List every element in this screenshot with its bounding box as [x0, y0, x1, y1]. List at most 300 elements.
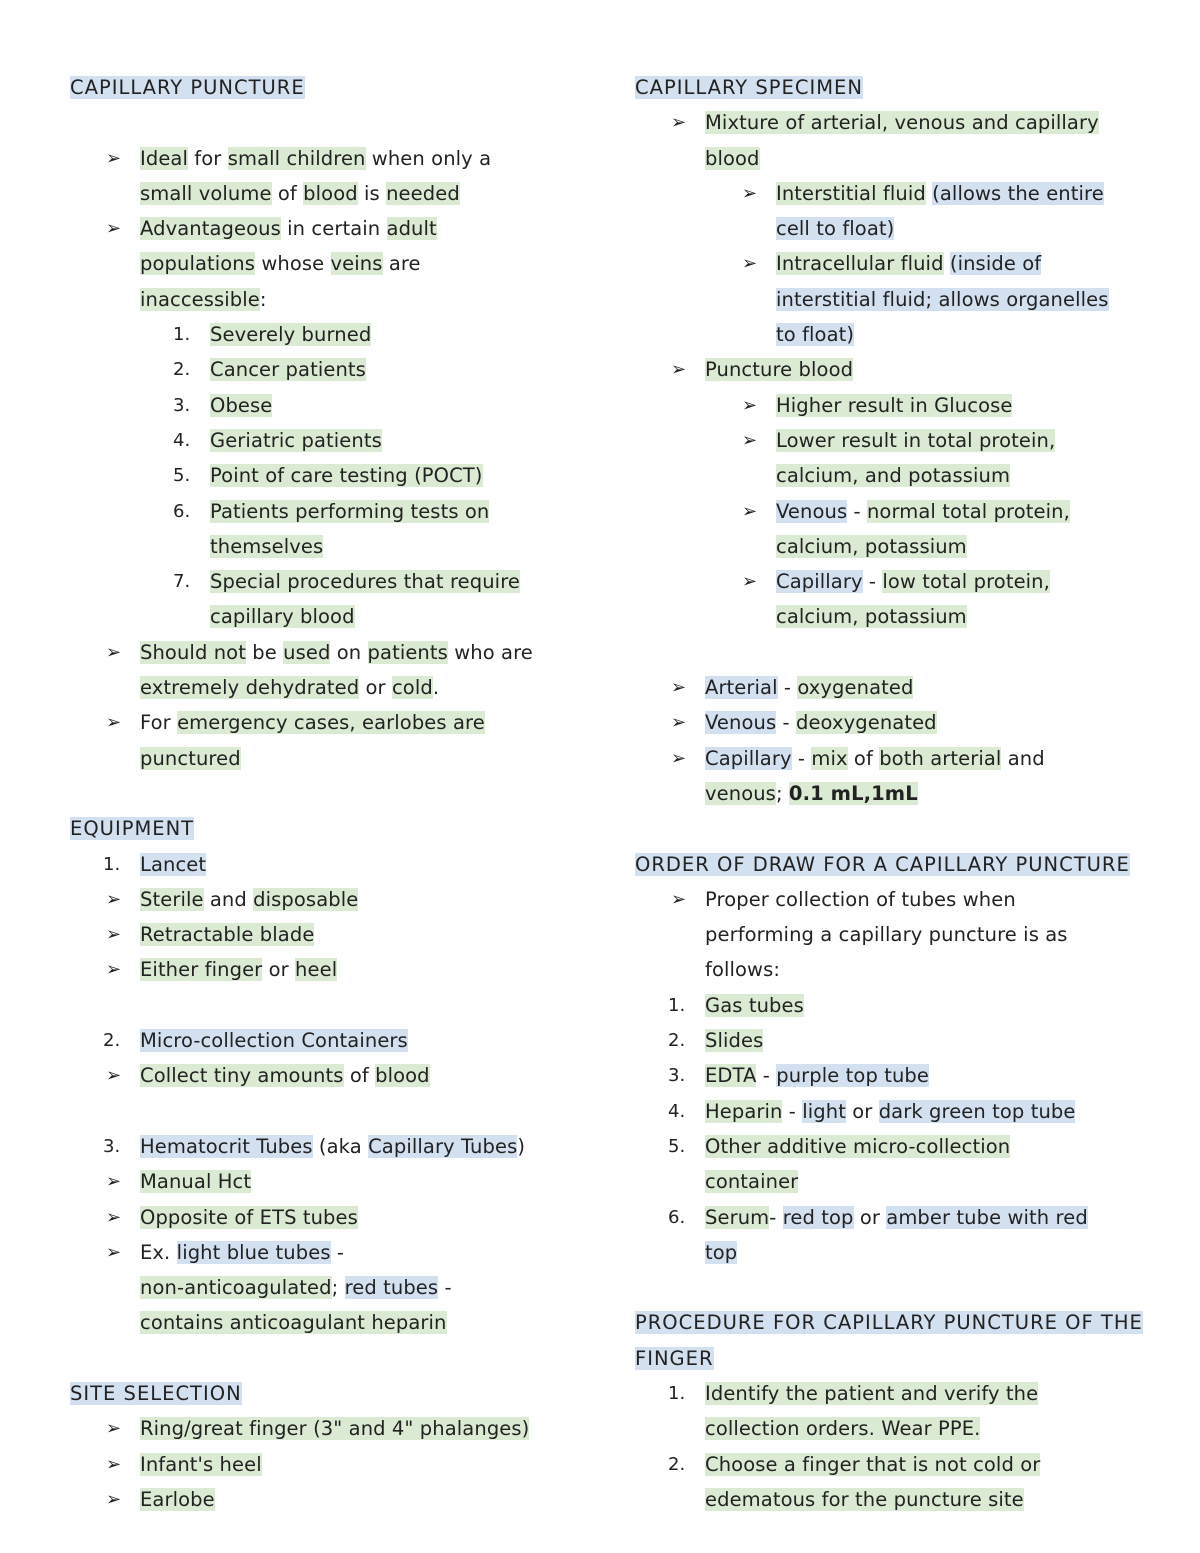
text-run: for [188, 146, 228, 170]
highlighted-text: non-anticoagulated [140, 1276, 332, 1300]
list-number: 2. [668, 1453, 686, 1475]
highlighted-text: Earlobe [140, 1487, 215, 1511]
section-heading [70, 1376, 570, 1411]
line-text [210, 605, 355, 628]
highlighted-text: Lancet [140, 852, 207, 876]
line-text [705, 1029, 763, 1052]
highlighted-text: Special procedures that require [210, 570, 520, 594]
text-run: when only a [365, 146, 492, 170]
highlighted-text: Other additive micro-collection [705, 1134, 1011, 1158]
line-text [705, 1488, 1024, 1511]
arrow-bullet-icon: ➢ [106, 1488, 122, 1510]
line-text [140, 747, 241, 770]
highlighted-text: red top [782, 1205, 854, 1229]
text-run: ; [775, 781, 789, 805]
text-run: - [769, 1205, 783, 1229]
line-text [140, 958, 337, 981]
list-number: 3. [668, 1065, 686, 1087]
highlighted-text: CAPILLARY PUNCTURE [70, 76, 305, 99]
highlighted-text: adult [386, 217, 437, 241]
text-line [635, 599, 1135, 634]
arrow-bullet-icon: ➢ [742, 182, 758, 204]
text-run: is [357, 181, 387, 205]
line-text [705, 1206, 1088, 1229]
list-number: 3. [103, 1135, 121, 1157]
line-text [140, 676, 439, 699]
line-text [705, 994, 804, 1017]
text-run [944, 252, 950, 275]
section-heading [635, 847, 1135, 882]
text-line [635, 1235, 1135, 1270]
line-text [140, 1064, 430, 1087]
arrow-bullet-icon: ➢ [106, 959, 122, 981]
highlighted-text: Mixture of arterial, venous and capillary [705, 111, 1099, 135]
line-text [705, 1170, 798, 1193]
list-number: 6. [668, 1206, 686, 1228]
text-line [70, 1058, 570, 1093]
line-text [776, 464, 1010, 487]
highlighted-text: Puncture blood [705, 358, 854, 382]
line-text [140, 252, 421, 275]
text-run: whose [255, 252, 331, 276]
line-text [705, 1241, 737, 1264]
text-run: Proper collection of tubes when [705, 887, 1016, 911]
text-line [70, 388, 570, 423]
line-text [705, 888, 1016, 911]
text-line [70, 317, 570, 352]
highlighted-text: calcium, potassium [776, 605, 967, 629]
text-line [635, 282, 1135, 317]
highlighted-text: cold [391, 676, 433, 700]
highlighted-text: Patients performing tests on [210, 499, 490, 523]
line-text [140, 288, 267, 311]
text-line [70, 917, 570, 952]
line-text [776, 605, 967, 628]
arrow-bullet-icon: ➢ [106, 924, 122, 946]
list-number: 7. [173, 571, 191, 593]
text-line [635, 352, 1135, 387]
highlighted-text: container [705, 1170, 799, 1194]
highlighted-text: Arterial [705, 676, 778, 700]
section-heading [635, 70, 1135, 105]
text-line [70, 423, 570, 458]
text-line [635, 1200, 1135, 1235]
highlighted-text: interstitial fluid; allows organelles [776, 287, 1109, 311]
line-text [140, 1029, 408, 1052]
text-line [70, 741, 570, 776]
arrow-bullet-icon: ➢ [671, 359, 687, 381]
line-text [140, 1311, 447, 1334]
list-number: 2. [103, 1030, 121, 1052]
text-run: - [438, 1276, 452, 1300]
section-heading [70, 70, 570, 105]
text-line [635, 1447, 1135, 1482]
line-text [140, 853, 206, 876]
highlighted-text: Advantageous [140, 217, 281, 241]
text-line [70, 1129, 570, 1164]
text-run: ) [517, 1134, 526, 1158]
highlighted-text: SITE SELECTION [70, 1381, 242, 1405]
text-line [635, 105, 1135, 140]
list-number: 4. [173, 429, 191, 451]
highlighted-text: extremely dehydrated [140, 676, 360, 700]
line-text [210, 394, 272, 417]
highlighted-text: Capillary [705, 746, 792, 770]
text-run: of [847, 746, 880, 770]
highlighted-text: Infant's heel [140, 1452, 262, 1476]
text-line [635, 776, 1135, 811]
line-text [705, 711, 937, 734]
highlighted-text: contains anticoagulant heparin [140, 1311, 447, 1335]
line-text [705, 747, 1045, 770]
arrow-bullet-icon: ➢ [106, 1418, 122, 1440]
arrow-bullet-icon: ➢ [106, 712, 122, 734]
text-run: - [782, 1099, 803, 1123]
line-text [776, 394, 1012, 417]
highlighted-text: calcium, potassium [776, 534, 967, 558]
text-run: follows: [705, 958, 781, 982]
text-run: of [343, 1064, 376, 1088]
text-line [635, 1376, 1135, 1411]
section-heading [70, 811, 570, 846]
line-text [776, 570, 1050, 593]
line-text [140, 1206, 358, 1229]
blank-line [635, 635, 1135, 670]
highlighted-text: Venous [776, 499, 848, 523]
line-text [705, 1382, 1038, 1405]
text-line [70, 952, 570, 987]
text-run: - [777, 676, 798, 700]
highlighted-text: Venous [705, 711, 777, 735]
arrow-bullet-icon: ➢ [671, 888, 687, 910]
text-line [70, 246, 570, 281]
line-text [705, 1064, 929, 1087]
text-run: - [847, 499, 867, 523]
text-run: in certain [280, 217, 387, 241]
line-text [776, 182, 1104, 205]
highlighted-text: populations [140, 252, 256, 276]
line-text [210, 429, 382, 452]
highlighted-text: heel [295, 958, 338, 982]
arrow-bullet-icon: ➢ [106, 641, 122, 663]
arrow-bullet-icon: ➢ [106, 1241, 122, 1263]
highlighted-text: EDTA [705, 1064, 757, 1088]
text-run: are [382, 252, 421, 276]
line-text [210, 323, 371, 346]
highlighted-text: Opposite of ETS tubes [140, 1205, 358, 1229]
text-line [635, 1023, 1135, 1058]
right-column [635, 70, 1143, 1517]
highlighted-text: Ring/great finger (3" and 4" phalanges) [140, 1417, 530, 1441]
blank-line [70, 1341, 570, 1376]
arrow-bullet-icon: ➢ [106, 1206, 122, 1228]
text-line [635, 141, 1135, 176]
highlighted-text: punctured [140, 746, 241, 770]
line-text [776, 217, 894, 240]
text-line [70, 141, 570, 176]
highlighted-text: small children [227, 146, 366, 170]
highlighted-text: Lower result in total protein, [776, 428, 1056, 452]
text-line [635, 423, 1135, 458]
highlighted-text: edematous for the puncture site [705, 1487, 1024, 1511]
text-run: - [776, 711, 796, 735]
line-text [705, 111, 1099, 134]
highlighted-text: (inside of [949, 252, 1042, 276]
text-line [70, 458, 570, 493]
text-line [635, 952, 1135, 987]
text-line [635, 882, 1135, 917]
text-run: or [262, 958, 296, 982]
highlighted-text: amber tube with red [886, 1205, 1088, 1229]
text-line [70, 176, 570, 211]
highlighted-text: Identify the patient and verify the [705, 1381, 1039, 1405]
arrow-bullet-icon: ➢ [106, 218, 122, 240]
highlighted-text: PROCEDURE FOR CAPILLARY PUNCTURE OF THE [635, 1311, 1143, 1335]
line-text [776, 500, 1070, 523]
line-text [140, 711, 485, 734]
line-text [776, 252, 1041, 275]
list-number: 2. [173, 359, 191, 381]
text-line [70, 705, 570, 740]
highlighted-text: needed [386, 181, 460, 205]
line-text [705, 676, 913, 699]
text-run: and [203, 887, 254, 911]
text-line [635, 529, 1135, 564]
line-text [140, 1170, 251, 1193]
highlighted-text: Serum [705, 1205, 770, 1229]
arrow-bullet-icon: ➢ [742, 253, 758, 275]
text-line [70, 1235, 570, 1270]
line-text [140, 1276, 452, 1299]
line-text [140, 1241, 344, 1264]
highlighted-text: blood [705, 146, 760, 170]
arrow-bullet-icon: ➢ [106, 1065, 122, 1087]
highlighted-text: Manual Hct [140, 1170, 252, 1194]
highlighted-text: Should not [140, 640, 246, 664]
text-line [635, 176, 1135, 211]
highlighted-text: collection orders. Wear PPE. [705, 1417, 981, 1441]
line-text [705, 358, 853, 381]
line-text [140, 1453, 262, 1476]
line-text [705, 1100, 1075, 1123]
arrow-bullet-icon: ➢ [106, 1453, 122, 1475]
highlighted-text: Micro-collection Containers [140, 1029, 408, 1053]
list-number: 5. [668, 1135, 686, 1157]
line-text [705, 782, 918, 805]
text-run: - [862, 570, 883, 594]
line-text [705, 1417, 980, 1440]
highlighted-text: light blue tubes [176, 1240, 331, 1264]
line-text [705, 1453, 1040, 1476]
text-line [635, 1164, 1135, 1199]
text-line [635, 564, 1135, 599]
highlighted-text: cell to float) [776, 217, 895, 241]
line-text [70, 76, 305, 99]
text-line [635, 1058, 1135, 1093]
text-line [70, 1482, 570, 1517]
text-line [70, 529, 570, 564]
text-line [635, 741, 1135, 776]
text-line [70, 670, 570, 705]
text-line [635, 670, 1135, 705]
highlighted-text: Severely burned [210, 323, 372, 347]
highlighted-text: calcium, and potassium [776, 464, 1011, 488]
line-text [70, 817, 194, 840]
text-line [635, 458, 1135, 493]
highlighted-text: to float) [776, 323, 855, 347]
highlighted-text: purple top tube [776, 1064, 929, 1088]
line-text [635, 1311, 1143, 1334]
arrow-bullet-icon: ➢ [742, 429, 758, 451]
highlighted-text: EQUIPMENT [70, 817, 195, 841]
highlighted-text: ORDER OF DRAW FOR A CAPILLARY PUNCTURE [635, 852, 1130, 876]
highlighted-text: Obese [210, 393, 273, 417]
line-text [140, 923, 314, 946]
highlighted-text: themselves [210, 534, 324, 558]
highlighted-text: emergency cases, earlobes are [177, 711, 485, 735]
blank-line [70, 1094, 570, 1129]
arrow-bullet-icon: ➢ [671, 112, 687, 134]
text-run: and [1001, 746, 1045, 770]
arrow-bullet-icon: ➢ [671, 712, 687, 734]
text-line [70, 882, 570, 917]
highlighted-text: Intracellular fluid [776, 252, 944, 276]
highlighted-text: Either finger [140, 958, 263, 982]
text-line [70, 1305, 570, 1340]
highlighted-text: Slides [705, 1029, 764, 1053]
list-number: 4. [668, 1100, 686, 1122]
highlighted-text: low total protein, [882, 570, 1050, 594]
highlighted-text: blood [303, 181, 358, 205]
text-line [70, 1200, 570, 1235]
line-text [210, 535, 323, 558]
section-heading [635, 1341, 1135, 1376]
line-text [705, 923, 1068, 946]
highlighted-text: Heparin [705, 1099, 783, 1123]
highlighted-text: Hematocrit Tubes [140, 1134, 313, 1158]
highlighted-text: veins [330, 252, 383, 276]
highlighted-text: Point of care testing (POCT) [210, 464, 483, 488]
text-line [635, 988, 1135, 1023]
line-text [210, 500, 489, 523]
line-text [776, 535, 967, 558]
list-number: 3. [173, 394, 191, 416]
line-text [140, 182, 460, 205]
highlighted-text: Gas tubes [705, 993, 804, 1017]
highlighted-text: Ideal [140, 146, 188, 170]
line-text [776, 429, 1055, 452]
list-number: 6. [173, 500, 191, 522]
text-run: ; [331, 1276, 345, 1300]
highlighted-text: dark green top tube [878, 1099, 1076, 1123]
highlighted-text: venous [705, 781, 776, 805]
text-line [70, 564, 570, 599]
highlighted-text: patients [367, 640, 448, 664]
text-run: or [845, 1099, 879, 1123]
text-line [635, 246, 1135, 281]
line-text [635, 853, 1130, 876]
blank-line [70, 988, 570, 1023]
text-line [70, 211, 570, 246]
highlighted-text: red tubes [344, 1276, 439, 1300]
highlighted-text: deoxygenated [795, 711, 937, 735]
line-text [140, 888, 358, 911]
highlighted-text: 0.1 mL,1mL [788, 781, 918, 805]
blank-line [70, 105, 570, 140]
list-number: 1. [173, 324, 191, 346]
text-line [70, 352, 570, 387]
list-number: 1. [103, 853, 121, 875]
highlighted-text: used [283, 640, 331, 664]
highlighted-text: Choose a finger that is not cold or [705, 1452, 1041, 1476]
text-run: Ex. [140, 1240, 177, 1264]
text-line [70, 1164, 570, 1199]
text-run: of [271, 181, 304, 205]
list-number: 1. [668, 1382, 686, 1404]
line-text [635, 76, 863, 99]
text-line [635, 1094, 1135, 1129]
text-line [70, 494, 570, 529]
highlighted-text: Sterile [140, 887, 204, 911]
list-number: 5. [173, 465, 191, 487]
line-text [140, 641, 533, 664]
text-run: : [259, 287, 267, 311]
text-run: or [359, 676, 392, 700]
text-line [635, 917, 1135, 952]
text-run: who are [447, 640, 533, 664]
text-run: or [853, 1205, 887, 1229]
highlighted-text: Geriatric patients [210, 428, 382, 452]
arrow-bullet-icon: ➢ [671, 677, 687, 699]
highlighted-text: Capillary [776, 570, 863, 594]
line-text [705, 147, 760, 170]
section-heading [635, 1305, 1143, 1340]
text-line [635, 1482, 1135, 1517]
list-number: 2. [668, 1030, 686, 1052]
highlighted-text: oxygenated [797, 676, 914, 700]
highlighted-text: Capillary Tubes [368, 1134, 518, 1158]
text-line [70, 1270, 570, 1305]
highlighted-text: inaccessible [140, 287, 260, 311]
text-run: . [432, 676, 440, 700]
text-run: performing a capillary puncture is as [705, 923, 1068, 947]
text-line [70, 282, 570, 317]
text-run: For [140, 711, 178, 735]
arrow-bullet-icon: ➢ [742, 500, 758, 522]
arrow-bullet-icon: ➢ [106, 1171, 122, 1193]
line-text [705, 1135, 1010, 1158]
highlighted-text: (allows the entire [932, 181, 1104, 205]
highlighted-text: top [705, 1240, 738, 1264]
left-column [70, 70, 570, 1517]
highlighted-text: capillary blood [210, 605, 355, 629]
line-text [140, 1135, 525, 1158]
text-run: - [330, 1240, 345, 1264]
line-text [776, 288, 1109, 311]
highlighted-text: FINGER [635, 1346, 714, 1370]
text-line [635, 494, 1135, 529]
highlighted-text: disposable [253, 887, 359, 911]
text-line [70, 1023, 570, 1058]
text-line [70, 847, 570, 882]
text-line [70, 599, 570, 634]
highlighted-text: small volume [140, 181, 272, 205]
highlighted-text: light [802, 1099, 846, 1123]
blank-line [635, 1270, 1135, 1305]
line-text [210, 570, 520, 593]
blank-line [70, 776, 570, 811]
highlighted-text: CAPILLARY SPECIMEN [635, 76, 863, 99]
